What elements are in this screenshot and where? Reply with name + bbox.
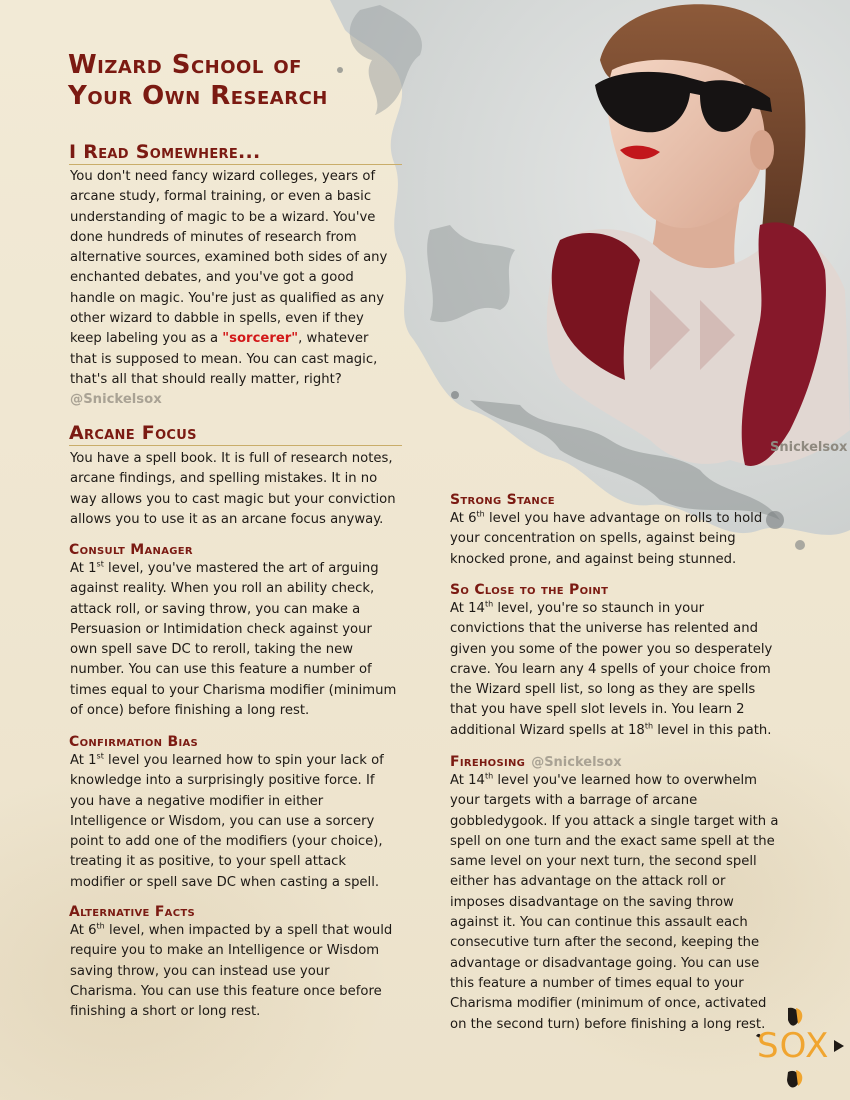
- alternative-facts-paragraph: [70, 921, 400, 1022]
- heading-arcane-focus: Arcane Focus: [69, 422, 402, 446]
- consult-manager-sup: st: [96, 559, 104, 569]
- photo-watermark: Snickelsox: [770, 440, 848, 455]
- intro-text-after: , whatever that is supposed to mean. You can cast magic, that's all that should really matter, right?: [70, 331, 378, 387]
- intro-text-before: You don't need fancy wizard colleges, years of arcane study, formal training, or even a basic understanding of magic to be a wizard. You've done hundreds of minutes of research from alternative sources, examined both sides of any enchanted debates, and you've got a good handle on magic. You're just as qualified as any other wizard to dabble in spells, even if they keep labeling you as a: [70, 169, 388, 347]
- so-close-sup: th: [484, 599, 494, 609]
- heading-confirmation-bias: Confirmation Bias: [69, 734, 199, 750]
- alternative-facts-lead: At 6: [70, 923, 97, 938]
- heading-firehosing: [450, 754, 622, 771]
- alternative-facts-text: level, when impacted by a spell that would require you to make an Intelligence or Wisdom saving throw, you can instead use your Charisma. You can use this feature once before finishing a short or long rest.: [70, 923, 393, 1020]
- title-line-1: Wizard School of: [68, 50, 302, 80]
- confirmation-bias-sup: st: [96, 751, 104, 761]
- intro-watermark: @Snickelsox: [70, 392, 162, 408]
- confirmation-bias-lead: At 1: [70, 753, 97, 768]
- page-title: [68, 50, 428, 112]
- strong-stance-paragraph: [450, 509, 775, 570]
- firehosing-sup: th: [484, 771, 494, 781]
- title-line-2: Your Own Research: [68, 81, 328, 111]
- sorcerer-highlight: "sorcerer": [222, 331, 299, 347]
- heading-strong-stance: Strong Stance: [450, 492, 555, 508]
- intro-paragraph: [70, 167, 390, 411]
- alternative-facts-sup: th: [96, 921, 105, 931]
- heading-alternative-facts: Alternative Facts: [69, 904, 195, 920]
- confirmation-bias-paragraph: [70, 751, 400, 893]
- consult-manager-paragraph: [70, 559, 400, 721]
- firehosing-paragraph: [450, 771, 780, 1035]
- so-close-paragraph: [450, 599, 778, 741]
- firehosing-watermark: @Snickelsox: [531, 755, 622, 770]
- arcane-focus-paragraph: You have a spell book. It is full of research notes, arcane findings, and spelling mistakes. It in no way allows you to cast magic but your conviction allows you to use it as an arcane focus anyway.: [70, 451, 396, 527]
- strong-stance-sup: th: [476, 509, 485, 519]
- consult-manager-lead: At 1: [70, 561, 97, 576]
- heading-i-read-somewhere: I Read Somewhere...: [69, 141, 402, 165]
- heading-consult-manager: Consult Manager: [69, 542, 193, 558]
- sox-logo-text: SOX: [757, 1026, 830, 1066]
- firehosing-heading-text: Firehosing: [450, 754, 526, 770]
- heading-so-close-to-the-point: So Close to the Point: [450, 582, 609, 598]
- so-close-text-2: level in this path.: [653, 722, 772, 738]
- firehosing-lead: At 14: [450, 773, 485, 788]
- firehosing-text: level you've learned how to overwhelm your targets with a barrage of arcane gobbledygook. If you attack a single target with a spell on one turn and the exact same spell at the same level on your next turn, the second spell either has advantage on the attack roll or imposes disadvantage on the saving throw against it. You can continue this assault each consecutive turn after the second, keeping the advantage or disadvantage going. You can use this feature a number of times equal to your Charisma modifier (minimum of once, activated on the second turn) before finishing a long rest.: [450, 773, 779, 1032]
- so-close-text: level, you're so staunch in your convictions that the universe has relented and given you some of the power you so desperately crave. You learn any 4 spells of your choice from the Wizard spell list, so long as they are spells that you have spell slot levels in. You learn 2 additional Wizard spells at 18: [450, 601, 773, 738]
- consult-manager-text: level, you've mastered the art of arguing against reality. When you roll an ability check, attack roll, or saving throw, you can make a Persuasion or Intimidation check against your own spell save DC to reroll, taking the new number. You can use this feature a number of times equal to your Charisma modifier (minimum of once) before finishing a long rest.: [70, 561, 397, 719]
- strong-stance-lead: At 6: [450, 511, 477, 526]
- so-close-lead: At 14: [450, 601, 485, 616]
- confirmation-bias-text: level you learned how to spin your lack of knowledge into a surprisingly positive force. If you have a negative modifier in either Intelligence or Wisdom, you can use a sorcery point to add one of the modifiers (your choice), treating it as positive, to your spell attack modifier or spell save DC when casting a spell.: [70, 753, 384, 890]
- so-close-sup-2: th: [644, 721, 654, 731]
- strong-stance-text: level you have advantage on rolls to hold your concentration on spells, against being knocked prone, and against being stunned.: [450, 511, 763, 567]
